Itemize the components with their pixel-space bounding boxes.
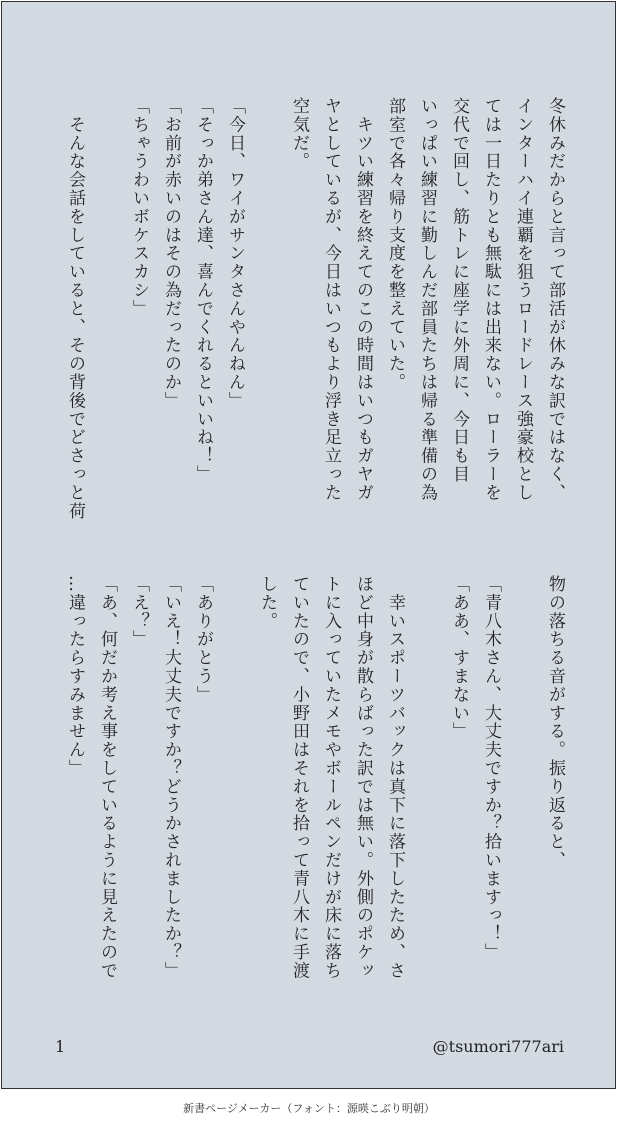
text-block-top: 冬休みだからと言って部活が休みな訳ではなく、 インターハイ連覇を狙うロードレース強豪校とし ては一日たりとも無駄には出来ない。ローラーを 交代で回し、筋トレに座学に外周に、今日も目 いっぱい練習に勤しんだ部員たちは帰る準備の為 部室で各々帰り支度を整えていた。 キツい練習を終えてのこの時間はいつもガヤガ ヤとしているが、今日はいつもより浮き足立った 空気だ。 「今日、ワイがサンタさんやんねん」 「そっか弟さん達、喜んでくれるといいね！」 「お前が赤いのはその為だったのか」 「ちゃうわいボケスカシ」 そんな会話をしていると、その背後でどさっと荷 xyxy=(65,97,565,521)
novel-page xyxy=(1,1,616,1089)
text-block-bottom: 物の落ちる音がする。振り返ると、 「青八木さん、大丈夫ですか？拾いますっ！」 「ああ、すまない」 幸いスポーツバックは真下に落下したため、さ ほど中身が散らばった訳では無い。外側のポケッ トに入っていたメモやボールペンだけが床に落ち ていたので、小野田はそれを拾って青八木に手渡 した。 「ありがとう」 「いえ！大丈夫ですか？どうかされましたか？」 「え？」 「あ、何だか考え事をしているように見えたので …違ったらすみません」 xyxy=(65,575,565,980)
author-handle: @tsumori777ari xyxy=(432,1037,564,1056)
generator-credit: 新書ページメーカー（フォント：源暎こぶり明朝） xyxy=(183,1102,435,1115)
page-number: 1 xyxy=(55,1037,66,1056)
